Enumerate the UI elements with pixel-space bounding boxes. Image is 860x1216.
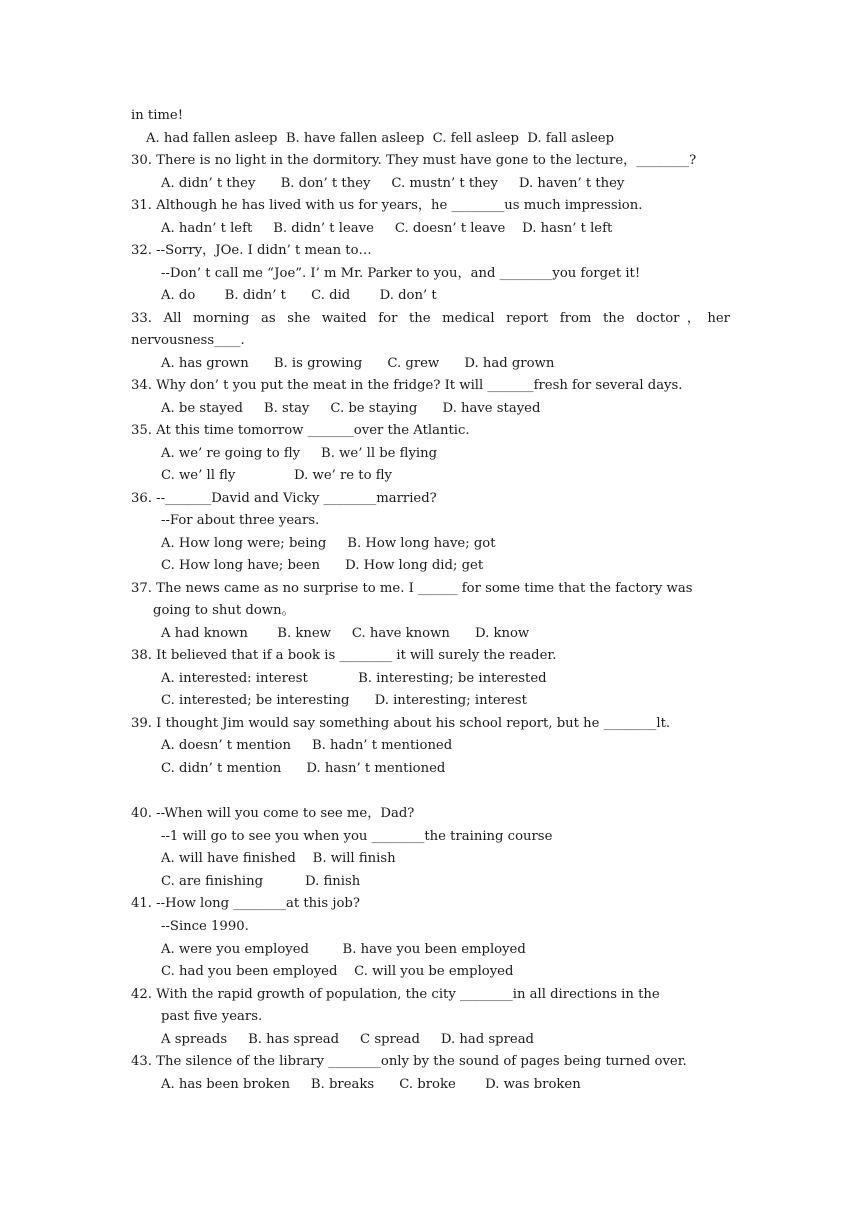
question-42: 42. With the rapid growth of population, the city ________in all directions in the (131, 987, 660, 1002)
options-42: A spreads B. has spread C spread D. had spread (161, 1032, 534, 1047)
question-34: 34. Why don’ t you put the meat in the fridge? It will _______fresh for several days. (131, 378, 683, 393)
options-32: A. do B. didn’ t C. did D. don’ t (161, 288, 437, 303)
options-43: A. has been broken B. breaks C. broke D. was broken (161, 1077, 581, 1092)
text-line: in time! (131, 108, 184, 123)
options-37: A had known B. knew C. have known D. know (161, 626, 530, 641)
options-41: C. had you been employed C. will you be employed (161, 964, 514, 979)
question-43: 43. The silence of the library ________only by the sound of pages being turned over. (131, 1054, 687, 1069)
question-36: 36. --_______David and Vicky ________married? (131, 491, 437, 506)
options-41: A. were you employed B. have you been employed (161, 942, 526, 957)
options-39: C. didn’ t mention D. hasn’ t mentioned (161, 761, 446, 776)
question-33-cont: nervousness____. (131, 333, 245, 348)
options-36: A. How long were; being B. How long have; got (161, 536, 496, 551)
text-line: A. had fallen asleep B. have fallen asleep C. fell asleep D. fall asleep (146, 131, 615, 146)
question-41-dialogue: --Since 1990. (161, 919, 249, 934)
options-39: A. doesn’ t mention B. hadn’ t mentioned (161, 738, 453, 753)
options-35: C. we’ ll fly D. we’ re to fly (161, 468, 392, 483)
options-38: A. interested: interest B. interesting; be interested (161, 671, 547, 686)
options-38: C. interested; be interesting D. interesting; interest (161, 693, 527, 708)
question-37: 37. The news came as no surprise to me. I ______ for some time that the factory was (131, 581, 693, 596)
question-32-dialogue: --Don’ t call me “Joe”. I’ m Mr. Parker to you，and ________you forget it! (161, 266, 641, 281)
question-35: 35. At this time tomorrow _______over the Atlantic. (131, 423, 470, 438)
question-38: 38. It believed that if a book is ________ it will surely the reader. (131, 648, 557, 663)
options-40: A. will have finished B. will finish (161, 851, 396, 866)
options-36: C. How long have; been D. How long did; get (161, 558, 484, 573)
options-35: A. we’ re going to fly B. we’ ll be flying (161, 446, 438, 461)
question-41: 41. --How long ________at this job? (131, 896, 360, 911)
question-31: 31. Although he has lived with us for years，he ________us much impression. (131, 198, 643, 213)
question-30: 30. There is no light in the dormitory. They must have gone to the lecture，________? (131, 153, 697, 168)
options-31: A. hadn’ t left B. didn’ t leave C. doesn’ t leave D. hasn’ t left (161, 221, 613, 236)
question-32: 32. --Sorry，JOe. I didn’ t mean to… (131, 243, 372, 258)
question-40-dialogue: --1 will go to see you when you ________the training course (161, 829, 553, 844)
options-33: A. has grown B. is growing C. grew D. had grown (161, 356, 555, 371)
question-33: 33. All morning as she waited for the medical report from the doctor，her (131, 311, 730, 326)
question-42-cont: past five years. (161, 1009, 263, 1024)
options-40: C. are finishing D. finish (161, 874, 361, 889)
options-30: A. didn’ t they B. don’ t they C. mustn’ t they D. haven’ t they (161, 176, 625, 191)
question-39: 39. I thought Jim would say something about his school report, but he ________lt. (131, 716, 671, 731)
question-36-dialogue: --For about three years. (161, 513, 320, 528)
question-40: 40. --When will you come to see me，Dad? (131, 806, 415, 821)
options-34: A. be stayed B. stay C. be staying D. have stayed (161, 401, 541, 416)
question-37-cont: going to shut down。 (153, 603, 295, 618)
